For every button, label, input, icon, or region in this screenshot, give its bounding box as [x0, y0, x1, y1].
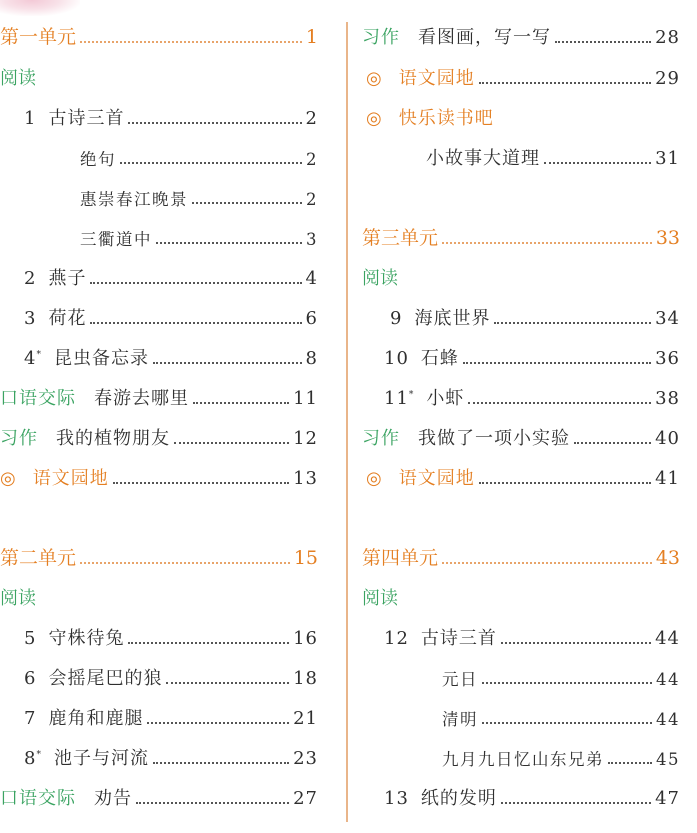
section-label: 阅读 [0, 588, 36, 609]
lesson-number: 10 [384, 348, 409, 369]
column-divider [346, 22, 348, 822]
lesson-title: 海底世界 [414, 308, 491, 329]
toc-writing-2[interactable] [362, 17, 680, 47]
page-number: 36 [655, 348, 680, 369]
dot-leader [156, 242, 302, 244]
section-reading-2 [0, 578, 318, 608]
toc-lesson-10[interactable] [362, 338, 680, 368]
dot-leader [147, 722, 289, 724]
lesson-title: 守株待兔 [48, 628, 125, 649]
page-number: 4 [305, 268, 318, 289]
dot-leader [479, 482, 651, 484]
page-number: 41 [655, 468, 680, 489]
toc-poem-3[interactable] [0, 218, 318, 248]
poem-title: 惠崇春江晚景 [80, 189, 188, 209]
dot-leader [468, 402, 651, 404]
lesson-title: 昆虫备忘录 [53, 348, 149, 369]
entry-title: 我的植物朋友 [56, 428, 170, 449]
dot-leader [90, 282, 301, 284]
optional-mark: * [408, 390, 415, 400]
page-number: 29 [655, 68, 680, 89]
page-number: 44 [655, 628, 680, 649]
toc-oral-communication-2[interactable] [0, 778, 318, 808]
page-number: 43 [655, 547, 680, 569]
toc-language-garden-1[interactable] [0, 458, 318, 488]
page-number: 45 [656, 749, 680, 769]
category-label: 习作 [362, 27, 400, 48]
toc-lesson-9[interactable] [362, 298, 680, 328]
lesson-title: 燕子 [48, 268, 87, 289]
dot-leader [555, 41, 651, 43]
toc-poem-2[interactable] [0, 178, 318, 208]
dot-leader [153, 762, 289, 764]
page-number: 15 [293, 547, 318, 569]
toc-lesson-6[interactable] [0, 658, 318, 688]
entry-title: 语文园地 [398, 468, 475, 489]
poem-title: 绝句 [80, 149, 116, 169]
dot-leader [442, 562, 652, 564]
entry-title: 我做了一项小实验 [418, 428, 570, 449]
corner-flower-decoration [0, 0, 80, 16]
lesson-number: 1 [24, 108, 37, 129]
dot-leader [120, 162, 302, 164]
section-reading-3 [362, 258, 680, 288]
page-number: 21 [293, 708, 318, 729]
lesson-title: 会摇尾巴的狼 [48, 668, 163, 689]
lesson-title: 荷花 [48, 308, 87, 329]
toc-language-garden-3[interactable] [362, 458, 680, 488]
toc-lesson-1[interactable] [0, 98, 318, 128]
entry-title: 语文园地 [398, 68, 475, 89]
dot-leader [166, 682, 289, 684]
page-number: 3 [306, 229, 318, 249]
toc-lesson-11[interactable] [362, 378, 680, 408]
lesson-number: 6 [24, 668, 37, 689]
dot-leader [113, 482, 289, 484]
lesson-title: 古诗三首 [420, 628, 497, 649]
page-number: 2 [306, 189, 318, 209]
toc-lesson-4[interactable] [0, 338, 318, 368]
dot-leader [153, 362, 302, 364]
toc-language-garden-2[interactable] [362, 58, 680, 88]
lesson-title: 小虾 [426, 388, 465, 409]
dot-leader [442, 242, 652, 244]
page-number: 44 [656, 709, 680, 729]
toc-lesson-12[interactable] [362, 618, 680, 648]
page-number: 16 [293, 628, 318, 649]
toc-lesson-5[interactable] [0, 618, 318, 648]
toc-happy-reading[interactable] [362, 98, 680, 128]
section-label: 阅读 [362, 588, 398, 609]
page-number: 2 [306, 149, 318, 169]
lesson-title: 古诗三首 [48, 108, 125, 129]
poem-title: 三衢道中 [80, 229, 152, 249]
page-number: 34 [655, 308, 680, 329]
lesson-number: 3 [24, 308, 37, 329]
entry-title: 劝告 [94, 788, 132, 809]
toc-unit-4[interactable] [362, 538, 680, 568]
page-number: 12 [293, 428, 318, 449]
page-number: 38 [655, 388, 680, 409]
lesson-title: 鹿角和鹿腿 [48, 708, 144, 729]
page-number: 6 [305, 308, 318, 329]
poem-title: 九月九日忆山东兄弟 [442, 749, 604, 769]
double-circle-icon: ◎ [0, 468, 17, 489]
lesson-number: 13 [384, 788, 409, 809]
unit-title: 第四单元 [362, 547, 439, 569]
page-number: 1 [305, 26, 318, 48]
toc-story-book[interactable] [362, 138, 680, 168]
toc-lesson-8[interactable] [0, 738, 318, 768]
toc-writing-3[interactable] [362, 418, 680, 448]
optional-mark: * [36, 750, 42, 760]
page-number: 18 [293, 668, 318, 689]
unit-title: 第二单元 [0, 547, 77, 569]
toc-writing-1[interactable] [0, 418, 318, 448]
toc-lesson-7[interactable] [0, 698, 318, 728]
lesson-title: 池子与河流 [53, 748, 149, 769]
double-circle-icon: ◎ [366, 108, 383, 129]
page-number: 23 [293, 748, 318, 769]
dot-leader [608, 762, 652, 764]
toc-lesson-3[interactable] [0, 298, 318, 328]
unit-title: 第三单元 [362, 227, 439, 249]
page-number: 44 [656, 669, 680, 689]
toc-poem-6[interactable] [362, 738, 680, 768]
dot-leader [80, 41, 302, 43]
double-circle-icon: ◎ [366, 68, 383, 89]
lesson-number: 2 [24, 268, 37, 289]
page-number: 40 [655, 428, 680, 449]
dot-leader [574, 442, 651, 444]
category-label: 习作 [362, 428, 400, 449]
section-label: 阅读 [362, 268, 398, 289]
dot-leader [494, 322, 651, 324]
page-number: 31 [655, 148, 680, 169]
page-number: 27 [293, 788, 318, 809]
category-label: 口语交际 [0, 388, 76, 409]
dot-leader [501, 642, 651, 644]
lesson-number: 5 [24, 628, 37, 649]
section-reading-4 [362, 578, 680, 608]
dot-leader [174, 442, 289, 444]
toc-poem-1[interactable] [0, 138, 318, 168]
toc-lesson-2[interactable] [0, 258, 318, 288]
dot-leader [128, 122, 301, 124]
dot-leader [463, 362, 651, 364]
dot-leader [80, 562, 290, 564]
page-number: 8 [305, 348, 318, 369]
toc-poem-4[interactable] [362, 658, 680, 688]
dot-leader [90, 322, 301, 324]
section-reading-1 [0, 58, 318, 88]
entry-title: 春游去哪里 [94, 388, 189, 409]
page-number: 13 [293, 468, 318, 489]
category-label: 口语交际 [0, 788, 76, 809]
dot-leader [482, 722, 652, 724]
dot-leader [479, 82, 651, 84]
lesson-number: 9 [390, 308, 403, 329]
unit-title: 第一单元 [0, 26, 77, 48]
dot-leader [193, 402, 289, 404]
lesson-title: 石蜂 [420, 348, 459, 369]
page-number: 47 [655, 788, 680, 809]
dot-leader [544, 162, 651, 164]
toc-unit-3[interactable] [362, 218, 680, 248]
poem-title: 清明 [442, 709, 478, 729]
lesson-number: 12 [384, 628, 409, 649]
lesson-title: 纸的发明 [420, 788, 497, 809]
lesson-number: 11 [384, 388, 409, 409]
entry-title: 快乐读书吧 [398, 108, 494, 129]
poem-title: 元日 [442, 669, 478, 689]
dot-leader [136, 802, 289, 804]
lesson-number: 4 [24, 348, 37, 369]
page-number: 2 [305, 108, 318, 129]
lesson-number: 8 [24, 748, 37, 769]
toc-poem-5[interactable] [362, 698, 680, 728]
entry-title: 语文园地 [32, 468, 109, 489]
dot-leader [192, 202, 302, 204]
toc-unit-1[interactable] [0, 17, 318, 47]
optional-mark: * [36, 350, 42, 360]
entry-title: 小故事大道理 [426, 148, 540, 169]
dot-leader [501, 802, 651, 804]
toc-lesson-13[interactable] [362, 778, 680, 808]
dot-leader [482, 682, 652, 684]
section-label: 阅读 [0, 68, 36, 89]
category-label: 习作 [0, 428, 38, 449]
entry-title: 看图画，写一写 [418, 27, 551, 48]
lesson-number: 7 [24, 708, 37, 729]
page-number: 28 [655, 27, 680, 48]
page-number: 11 [293, 388, 318, 409]
page-number: 33 [655, 227, 680, 249]
dot-leader [128, 642, 289, 644]
double-circle-icon: ◎ [366, 468, 383, 489]
toc-oral-communication-1[interactable] [0, 378, 318, 408]
toc-unit-2[interactable] [0, 538, 318, 568]
